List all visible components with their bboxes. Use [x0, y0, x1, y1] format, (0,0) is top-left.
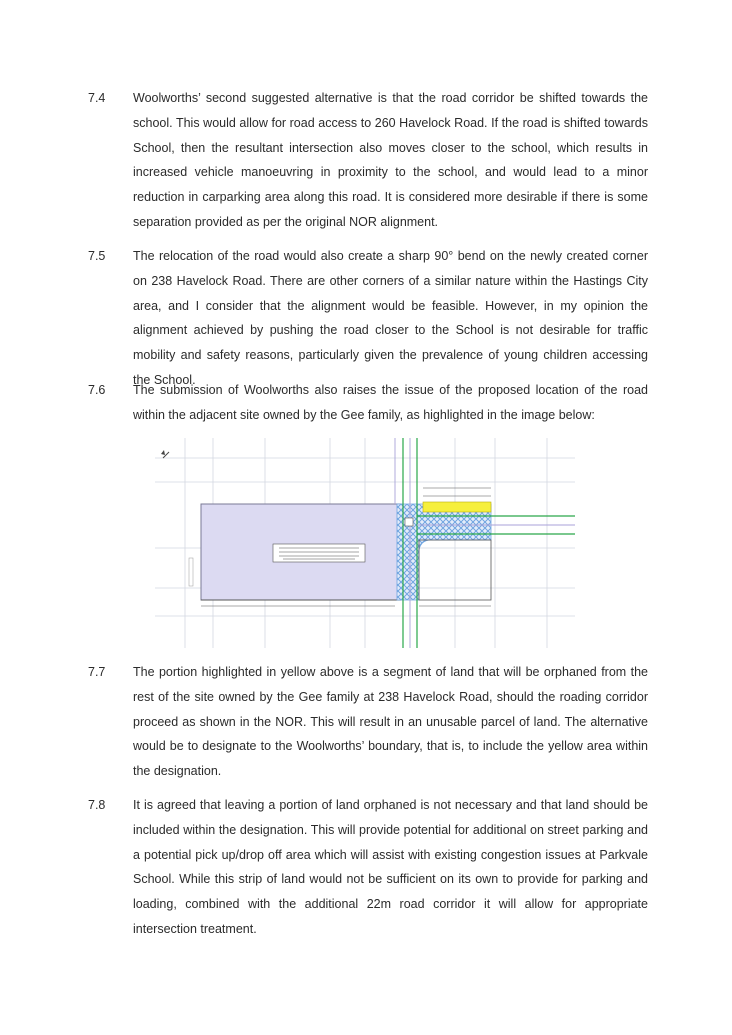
paragraph-7-7 [88, 660, 648, 784]
paragraph-text: The submission of Woolworths also raises the issue of the proposed location of the road within the adjacent site owned by the Gee family, as highlighted in the image below: [133, 383, 648, 422]
paragraph-number: 7.6 [88, 383, 106, 397]
site-plan-image [155, 438, 575, 648]
orphan-strip-yellow [423, 502, 491, 512]
paragraph-number: 7.4 [88, 91, 106, 105]
paragraph-text: It is agreed that leaving a portion of land orphaned is not necessary and that land should be included within the designation. This will provide potential for additional on street parking and a potential pick up/drop off area which will assist with existing congestion issues at Parkvale School. While this strip of land would not be sufficient on its own to provide for parking and loading, combined with the additional 22m road corridor it will allow for appropriate intersection treatment. [133, 798, 648, 936]
paragraph-text: The relocation of the road would also create a sharp 90° bend on the newly created corner on 238 Havelock Road. There are other corners of a similar nature within the Hastings City area, and I consider that the alignment would be feasible. However, in my opinion the alignment achieved by pushing the road closer to the School is not desirable for traffic mobility and safety reasons, particularly given the prevalence of young children accessing the School. [133, 249, 648, 387]
paragraph-number: 7.7 [88, 665, 106, 679]
paragraph-7-6 [88, 378, 648, 428]
paragraph-7-8 [88, 793, 648, 942]
paragraph-number: 7.5 [88, 249, 106, 263]
paragraph-7-5 [88, 244, 648, 393]
paragraph-7-4 [88, 86, 648, 235]
paragraph-text: The portion highlighted in yellow above is a segment of land that will be orphaned from the rest of the site owned by the Gee family at 238 Havelock Road, should the roading corridor proceed as shown in the NOR. This will result in an unusable parcel of land. The alternative would be to designate to the Woolworths’ boundary, that is, to include the yellow area within the designation. [133, 665, 648, 779]
paragraph-number: 7.8 [88, 798, 106, 812]
paragraph-text: Woolworths’ second suggested alternative is that the road corridor be shifted towards the school. This would allow for road access to 260 Havelock Road. If the road is shifted towards School, then the resultant intersection also moves closer to the school, which results in increased vehicle manoeuvring in proximity to the school, and would lead to a minor reduction in carparking area along this road. It is considered more desirable if there is some separation provided as per the original NOR alignment. [133, 91, 648, 229]
